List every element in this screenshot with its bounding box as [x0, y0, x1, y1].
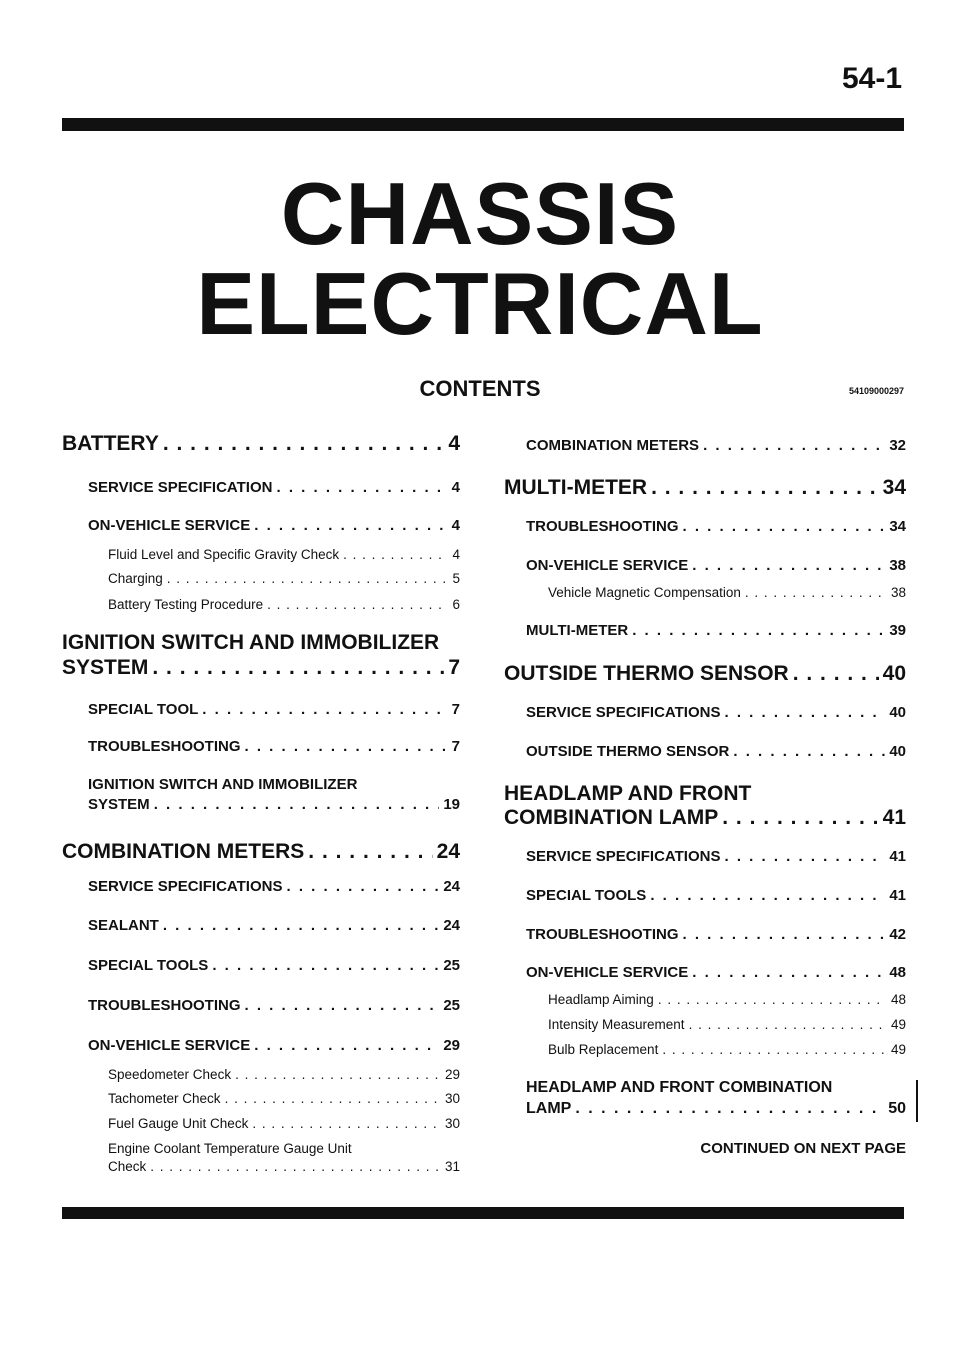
toc-entry-battery[interactable]: BATTERY . . . 4 — [62, 432, 460, 456]
toc-entry-cm-tachometer[interactable]: Tachometer Check . . . 30 — [62, 1091, 460, 1106]
document-code: 54109000297 — [848, 386, 904, 396]
toc-entry-headlamp-line1: HEADLAMP AND FRONT — [504, 782, 752, 805]
toc-entry-hl-service-specs[interactable]: SERVICE SPECIFICATIONS . . . 41 — [504, 848, 906, 865]
continued-notice: CONTINUED ON NEXT PAGE — [700, 1140, 906, 1157]
change-bar — [916, 1080, 918, 1122]
toc-entry-ot-sensor[interactable]: OUTSIDE THERMO SENSOR . . . 40 — [504, 743, 906, 760]
toc-entry-combination-meters[interactable]: COMBINATION METERS . . . 24 — [62, 840, 460, 864]
toc-entry-hl-special-tools[interactable]: SPECIAL TOOLS . . . 41 — [504, 887, 906, 904]
toc-entry-ot-service-specs[interactable]: SERVICE SPECIFICATIONS . . . 40 — [504, 704, 906, 721]
toc-entry-r-combination-meters[interactable]: COMBINATION METERS . . . 32 — [504, 437, 906, 454]
toc-entry-mm-troubleshooting[interactable]: TROUBLESHOOTING . . . 34 — [504, 518, 906, 535]
toc-entry-mm-multimeter[interactable]: MULTI-METER . . . 39 — [504, 622, 906, 639]
toc-entry-cm-troubleshooting[interactable]: TROUBLESHOOTING . . . 25 — [62, 997, 460, 1014]
page-number: 54-1 — [841, 62, 902, 95]
toc-entry-cm-special-tools[interactable]: SPECIAL TOOLS . . . 25 — [62, 957, 460, 974]
toc-entry-hl-sub-line1: HEADLAMP AND FRONT COMBINATION — [526, 1079, 833, 1096]
toc-entry-battery-fluid[interactable]: Fluid Level and Specific Gravity Check . . . 4 — [62, 547, 460, 562]
toc-entry-cm-fuel-gauge[interactable]: Fuel Gauge Unit Check . . . 30 — [62, 1116, 460, 1131]
toc-entry-battery-charging[interactable]: Charging . . . 5 — [62, 571, 460, 586]
toc-entry-ign-sub[interactable]: SYSTEM . . . 19 — [62, 796, 460, 813]
toc-entry-cm-coolant[interactable]: Check . . . 31 — [62, 1159, 460, 1174]
toc-entry-battery-service-spec[interactable]: SERVICE SPECIFICATION . . . 4 — [62, 479, 460, 496]
toc-entry-cm-coolant-line1: Engine Coolant Temperature Gauge Unit — [108, 1141, 352, 1156]
toc-entry-mm-onvehicle[interactable]: ON-VEHICLE SERVICE . . . 38 — [504, 557, 906, 574]
toc-entry-ign-troubleshooting[interactable]: TROUBLESHOOTING . . . 7 — [62, 738, 460, 755]
bottom-rule — [62, 1207, 904, 1219]
toc-entry-ignition[interactable]: SYSTEM . . . 7 — [62, 656, 460, 680]
toc-entry-hl-troubleshooting[interactable]: TROUBLESHOOTING . . . 42 — [504, 926, 906, 943]
toc-entry-battery-onvehicle[interactable]: ON-VEHICLE SERVICE . . . 4 — [62, 517, 460, 534]
title-line-1: CHASSIS — [280, 164, 680, 263]
toc-entry-hl-intensity[interactable]: Intensity Measurement . . . 49 — [504, 1017, 906, 1032]
toc-entry-hl-aiming[interactable]: Headlamp Aiming . . . 48 — [504, 992, 906, 1007]
contents-heading: CONTENTS — [419, 376, 541, 401]
top-rule — [62, 118, 904, 131]
toc-entry-multimeter[interactable]: MULTI-METER . . . 34 — [504, 476, 906, 500]
title-line-2: ELECTRICAL — [196, 254, 764, 353]
toc-entry-cm-speedometer[interactable]: Speedometer Check . . . 29 — [62, 1067, 460, 1082]
toc-entry-ignition-line1: IGNITION SWITCH AND IMMOBILIZER — [62, 631, 440, 654]
toc-entry-ign-special-tool[interactable]: SPECIAL TOOL . . . 7 — [62, 701, 460, 718]
toc-entry-battery-testing[interactable]: Battery Testing Procedure . . . 6 — [62, 597, 460, 612]
toc-entry-ign-sub-line1: IGNITION SWITCH AND IMMOBILIZER — [88, 776, 358, 793]
toc-entry-hl-onvehicle[interactable]: ON-VEHICLE SERVICE . . . 48 — [504, 964, 906, 981]
toc-entry-cm-onvehicle[interactable]: ON-VEHICLE SERVICE . . . 29 — [62, 1037, 460, 1054]
toc-entry-headlamp[interactable]: COMBINATION LAMP . . . 41 — [504, 806, 906, 830]
toc-entry-cm-service-specs[interactable]: SERVICE SPECIFICATIONS . . . 24 — [62, 878, 460, 895]
toc-entry-hl-sub[interactable]: LAMP . . . 50 — [504, 1100, 906, 1118]
toc-entry-cm-sealant[interactable]: SEALANT . . . 24 — [62, 917, 460, 934]
toc-entry-mm-vehicle-magnetic[interactable]: Vehicle Magnetic Compensation . . . 38 — [504, 585, 906, 600]
toc-entry-hl-bulb[interactable]: Bulb Replacement . . . 49 — [504, 1042, 906, 1057]
toc-entry-outside-thermo[interactable]: OUTSIDE THERMO SENSOR . . . 40 — [504, 662, 906, 686]
